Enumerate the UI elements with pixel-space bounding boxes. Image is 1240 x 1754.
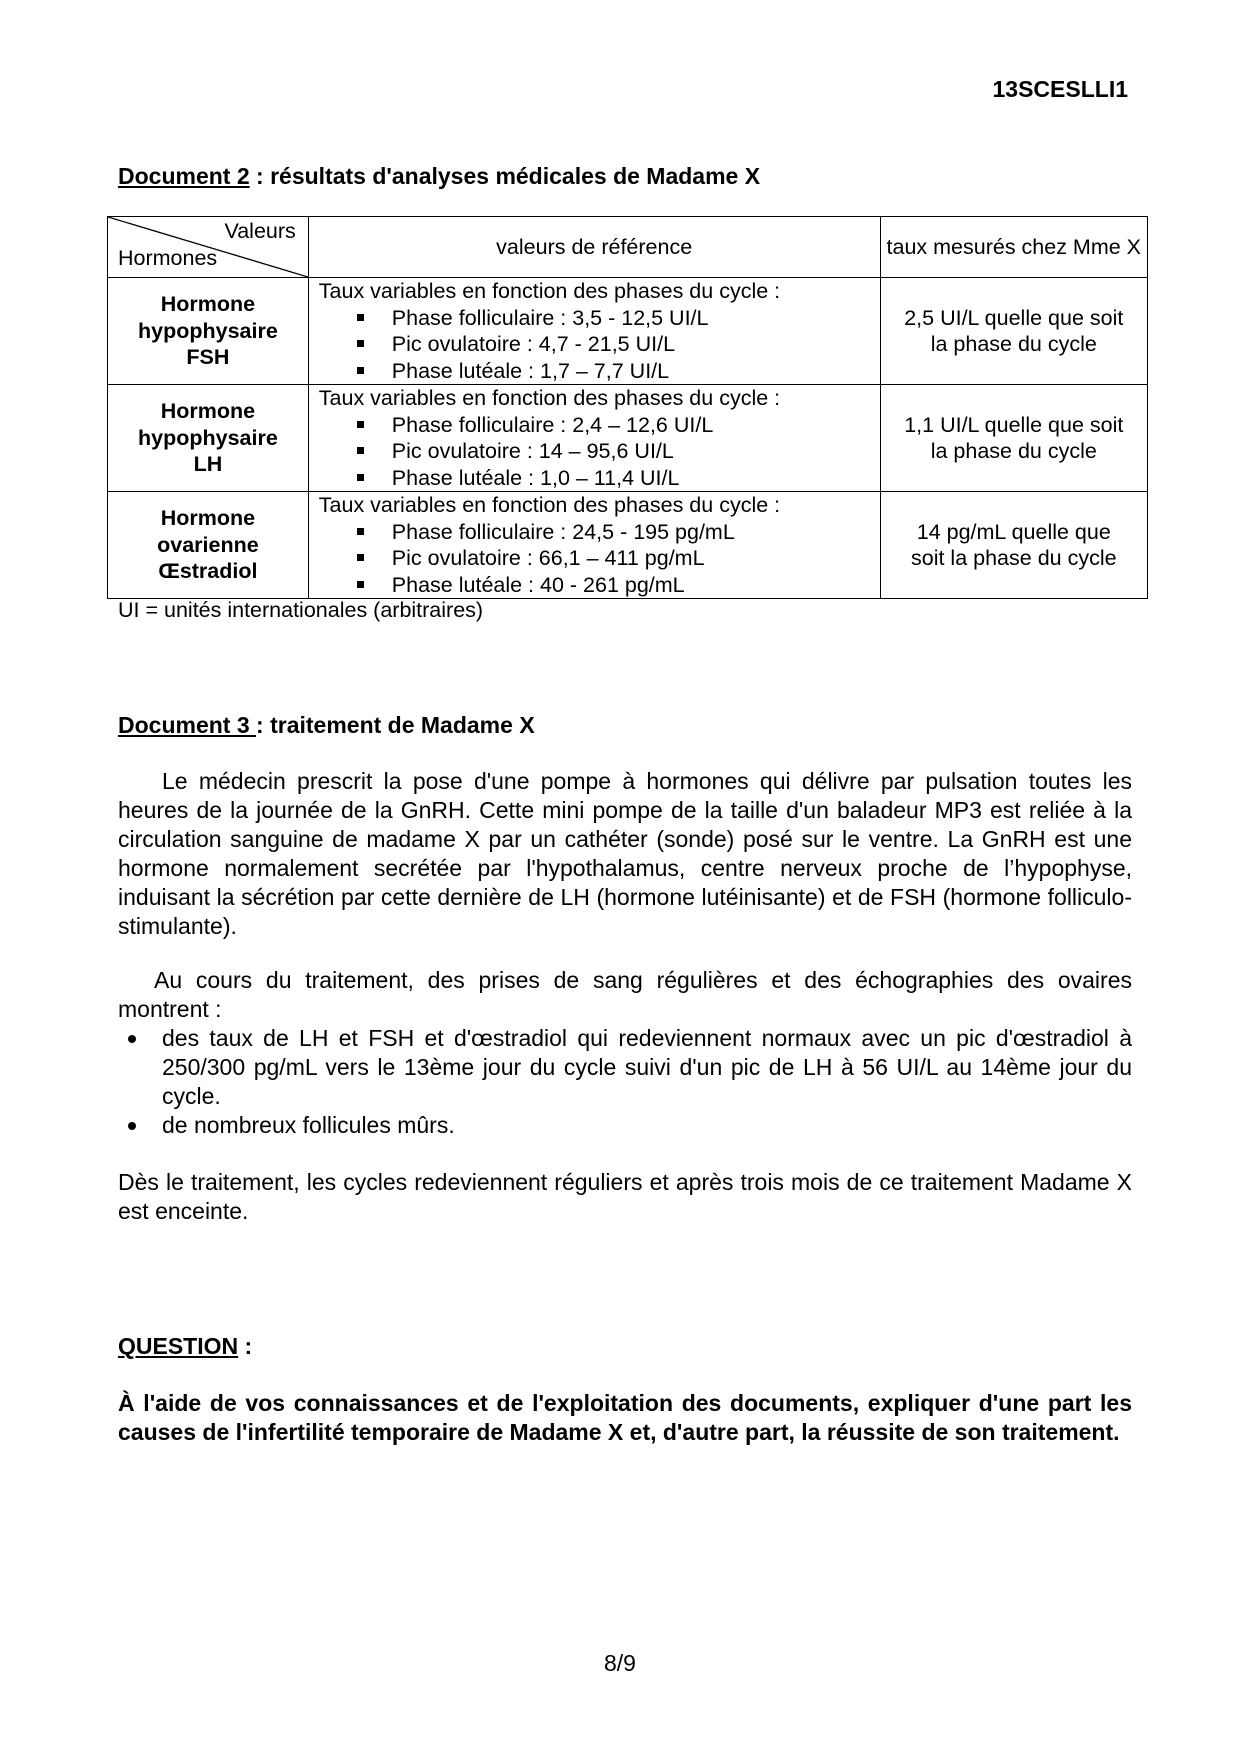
reference-header: valeurs de référence — [308, 217, 880, 278]
exam-code: 13SCESLLI1 — [992, 76, 1128, 102]
document2-title-prefix: Document 2 — [118, 163, 250, 189]
reference-intro: Taux variables en fonction des phases du cycle : — [318, 386, 781, 410]
square-bullet-icon — [357, 554, 364, 561]
reference-item: Phase folliculaire : 24,5 - 195 pg/mL — [357, 519, 880, 546]
reference-item: Phase lutéale : 1,0 – 11,4 UI/L — [357, 465, 880, 492]
list-item: des taux de LH et FSH et d'œstradiol qui redeviennent normaux avec un pic d'œstradiol à 250/300 pg/mL vers le 13ème jour du cycle suivi d'un pic de LH à 56 UI/L au 14ème jour du cycle. — [118, 1024, 1132, 1111]
hormone-line: ovarienne — [157, 532, 259, 557]
question-title — [118, 1333, 252, 1360]
measured-header: taux mesurés chez Mme X — [880, 217, 1147, 278]
table-row — [108, 385, 1148, 492]
table-header-row — [108, 217, 1148, 278]
document3-title-prefix: Document 3 — [118, 712, 257, 738]
treatment-paragraph-2: Au cours du traitement, des prises de sang régulières et des échographies des ovaires montrent : — [118, 967, 1132, 1022]
measured-cell — [880, 385, 1147, 492]
list-item: de nombreux follicules mûrs. — [118, 1111, 1132, 1140]
document2-title — [118, 163, 760, 190]
square-bullet-icon — [357, 340, 364, 347]
square-bullet-icon — [357, 447, 364, 454]
square-bullet-icon — [357, 528, 364, 535]
reference-item: Pic ovulatoire : 14 – 95,6 UI/L — [357, 438, 880, 465]
reference-cell — [308, 278, 880, 385]
hormone-line: LH — [193, 452, 223, 477]
measured-line: 2,5 UI/L quelle que soit — [904, 305, 1124, 330]
square-bullet-icon — [357, 421, 364, 428]
page-number: 8/9 — [604, 1650, 636, 1676]
reference-intro: Taux variables en fonction des phases du cycle : — [318, 493, 781, 517]
measured-line: la phase du cycle — [930, 439, 1097, 463]
reference-cell — [308, 492, 880, 599]
square-bullet-icon — [357, 367, 364, 374]
reference-item: Phase folliculaire : 2,4 – 12,6 UI/L — [357, 412, 880, 439]
corner-label-values: Valeurs — [224, 219, 296, 243]
results-list — [118, 1024, 1132, 1140]
bullet-icon — [128, 1122, 136, 1130]
document3-title — [118, 712, 535, 739]
reference-item: Pic ovulatoire : 4,7 - 21,5 UI/L — [357, 331, 880, 358]
analyses-table — [107, 216, 1148, 599]
table-row — [108, 492, 1148, 599]
hormone-line: Hormone — [160, 399, 256, 424]
table-row — [108, 278, 1148, 385]
question-text: À l'aide de vos connaissances et de l'exploitation des documents, expliquer d'une part les causes de l'infertilité temporaire de Madame X et, d'autre part, la réussite de son traitement. — [118, 1390, 1132, 1445]
square-bullet-icon — [357, 474, 364, 481]
document3-title-rest: : traitement de Madame X — [256, 712, 535, 738]
treatment-paragraph-3: Dès le traitement, les cycles redeviennent réguliers et après trois mois de ce traitement Madame X est enceinte. — [118, 1169, 1132, 1224]
corner-cell — [108, 217, 309, 278]
measured-cell — [880, 278, 1147, 385]
measured-cell — [880, 492, 1147, 599]
measured-line: soit la phase du cycle — [911, 546, 1117, 570]
measured-line: la phase du cycle — [930, 332, 1097, 356]
hormone-line: hypophysaire — [138, 318, 278, 343]
hormone-cell — [108, 385, 309, 492]
hormone-line: FSH — [186, 345, 230, 370]
reference-item: Phase lutéale : 40 - 261 pg/mL — [357, 572, 880, 599]
reference-item: Phase lutéale : 1,7 – 7,7 UI/L — [357, 358, 880, 385]
hormone-line: Œstradiol — [158, 559, 258, 584]
reference-cell — [308, 385, 880, 492]
table-footnote: UI = unités internationales (arbitraires) — [118, 598, 484, 622]
hormone-line: Hormone — [160, 292, 256, 317]
square-bullet-icon — [357, 314, 364, 321]
question-label-suffix: : — [238, 1333, 253, 1359]
corner-label-hormones: Hormones — [118, 246, 218, 270]
question-label: QUESTION — [118, 1333, 239, 1359]
treatment-paragraph-1: Le médecin prescrit la pose d'une pompe à hormones qui délivre par pulsation toutes les heures de la journée de la GnRH. Cette mini pompe de la taille d'un baladeur MP3 est reliée à la circulation sanguine de madame X par un cathéter (sonde) posé sur le ventre. La GnRH est une hormone normalement secrétée par l'hypothalamus, centre nerveux proche de l’hypophyse, induisant la sécrétion par cette dernière de LH (hormone lutéinisante) et de FSH (hormone folliculo-stimulante). — [118, 768, 1132, 939]
hormone-cell — [108, 278, 309, 385]
reference-item: Phase folliculaire : 3,5 - 12,5 UI/L — [357, 305, 880, 332]
measured-line: 1,1 UI/L quelle que soit — [904, 412, 1124, 437]
hormone-line: Hormone — [160, 506, 256, 531]
reference-intro: Taux variables en fonction des phases du cycle : — [318, 279, 781, 303]
square-bullet-icon — [357, 581, 364, 588]
hormone-line: hypophysaire — [138, 425, 278, 450]
measured-line: 14 pg/mL quelle que — [916, 519, 1111, 544]
reference-item: Pic ovulatoire : 66,1 – 411 pg/mL — [357, 545, 880, 572]
bullet-icon — [128, 1035, 136, 1043]
document2-title-rest: : résultats d'analyses médicales de Madame X — [249, 163, 761, 189]
hormone-cell — [108, 492, 309, 599]
